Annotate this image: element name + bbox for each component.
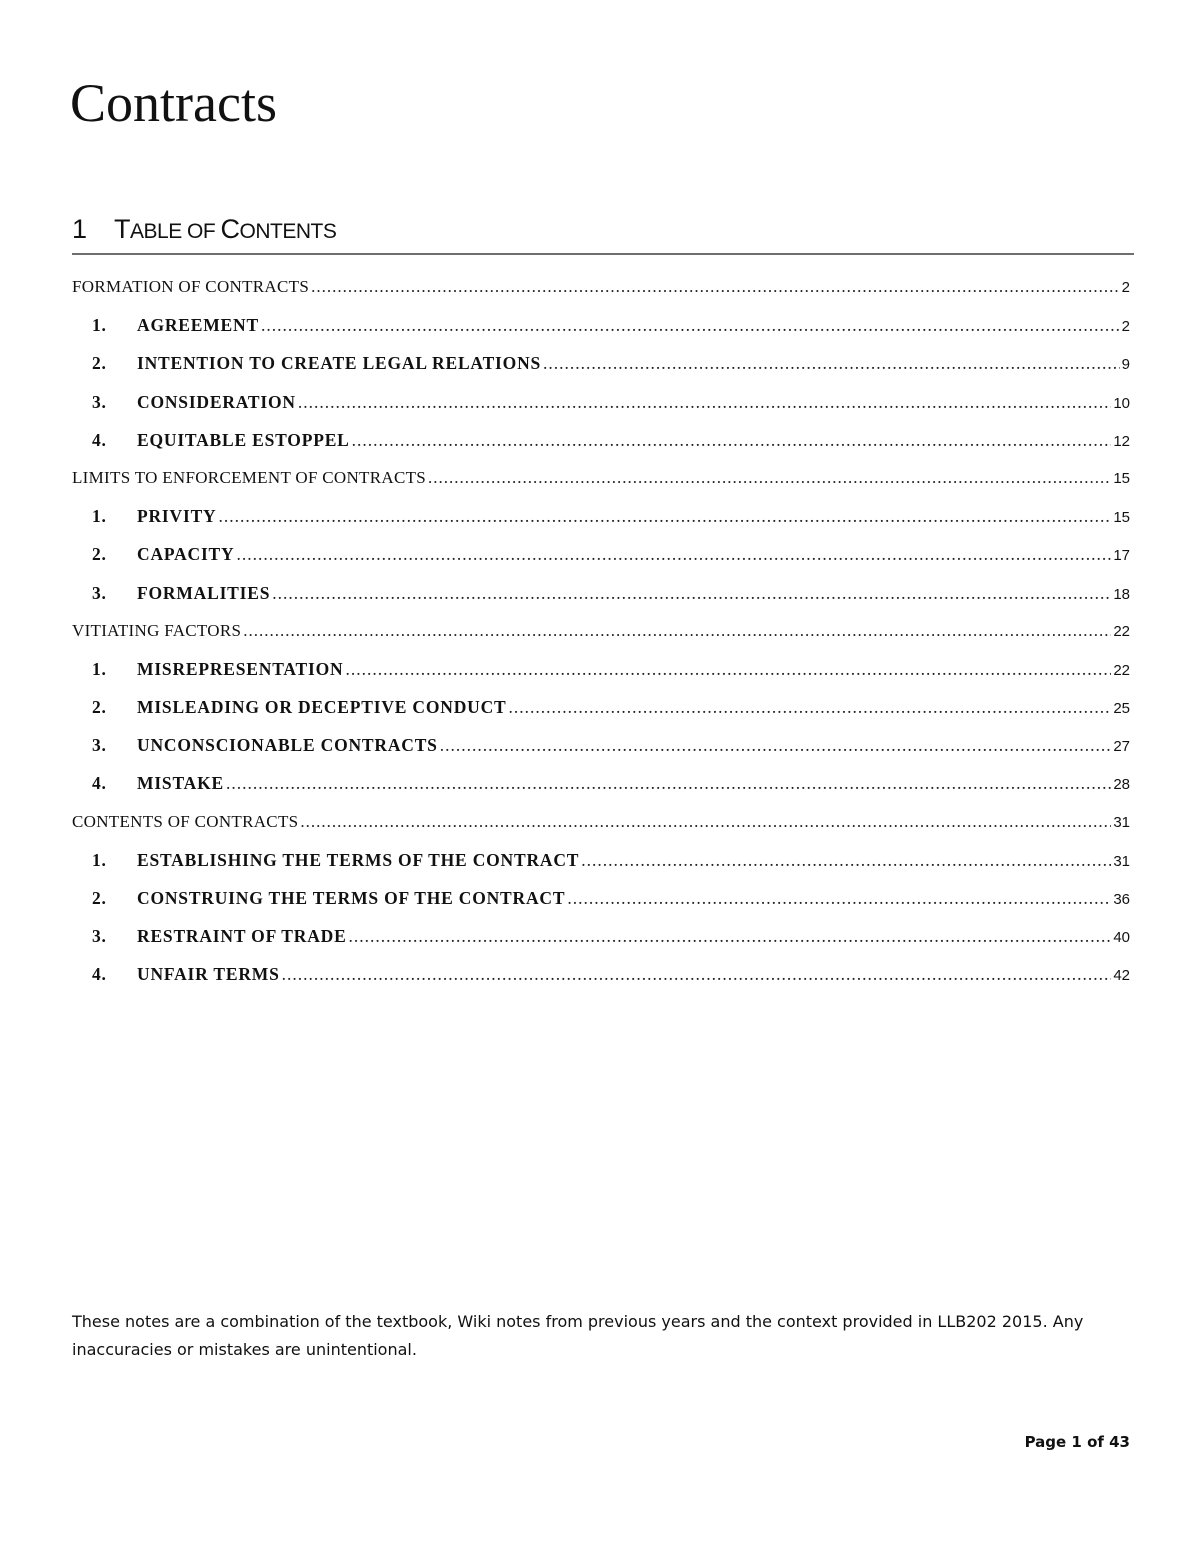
toc-item-number: 2. — [92, 888, 107, 908]
toc-item-page: 31 — [1113, 852, 1130, 870]
toc-section-link[interactable] — [72, 803, 1130, 841]
toc-item-page: 15 — [1113, 469, 1130, 487]
toc-item-label: ESTABLISHING THE TERMS OF THE CONTRACT — [137, 849, 580, 870]
toc-subsection-link[interactable] — [72, 917, 1130, 955]
toc-item-page: 2 — [1121, 318, 1130, 336]
dot-leader — [567, 879, 1111, 917]
toc-subsection-link[interactable] — [72, 306, 1130, 344]
toc-item-number: 1. — [92, 315, 107, 336]
toc-item-number: 4. — [92, 773, 107, 794]
toc-item-page: 12 — [1113, 432, 1130, 450]
toc-subsection-link[interactable] — [72, 841, 1130, 879]
toc-subsection-link[interactable] — [72, 344, 1130, 382]
dot-leader — [219, 497, 1112, 535]
toc-item-label: INTENTION TO CREATE LEGAL RELATIONS — [137, 353, 542, 374]
toc-section-link[interactable] — [72, 612, 1130, 650]
toc-item-page: 27 — [1113, 738, 1130, 756]
dot-leader — [243, 612, 1111, 650]
toc-item-page: 9 — [1121, 356, 1130, 374]
toc-item-number: 2. — [92, 544, 107, 565]
toc-subsection-link[interactable] — [72, 574, 1130, 612]
toc-item-number: 1. — [92, 506, 107, 527]
page-number-footer: Page 1 of 43 — [1024, 1433, 1130, 1451]
toc-item-label: LIMITS TO ENFORCEMENT OF CONTRACTS — [72, 467, 427, 487]
dot-leader — [282, 955, 1112, 993]
dot-leader — [352, 421, 1112, 459]
dot-leader — [226, 764, 1111, 802]
toc-subsection-link[interactable] — [72, 688, 1130, 726]
toc-subsection-link[interactable] — [72, 383, 1130, 421]
toc-subsection-link[interactable] — [72, 497, 1130, 535]
toc-item-number: 2. — [92, 697, 107, 718]
toc-section-link[interactable] — [72, 268, 1130, 306]
toc-item-label: CAPACITY — [137, 544, 235, 565]
toc-heading-cap: C — [220, 214, 240, 244]
toc-item-number: 1. — [92, 658, 107, 679]
toc-item-page: 22 — [1113, 661, 1130, 679]
toc-item-page: 40 — [1113, 929, 1130, 947]
toc-subsection-link[interactable] — [72, 650, 1130, 688]
document-title: Contracts — [70, 73, 277, 133]
toc-item-page: 36 — [1113, 891, 1130, 908]
toc-item-number: 4. — [92, 429, 107, 450]
dot-leader — [349, 917, 1112, 955]
dot-leader — [345, 650, 1111, 688]
toc-item-page: 28 — [1113, 776, 1130, 794]
toc-item-label: RESTRAINT OF TRADE — [137, 926, 347, 947]
toc-subsection-link[interactable] — [72, 421, 1130, 459]
toc-section-link[interactable] — [72, 459, 1130, 497]
toc-item-page: 42 — [1113, 967, 1130, 985]
toc-item-page: 2 — [1121, 279, 1130, 296]
toc-item-page: 18 — [1113, 585, 1130, 603]
toc-item-label: VITIATING FACTORS — [72, 620, 242, 640]
toc-item-label: FORMATION OF CONTRACTS — [72, 277, 310, 296]
toc-item-page: 31 — [1113, 813, 1130, 831]
dot-leader — [261, 306, 1120, 344]
toc-subsection-link[interactable] — [72, 535, 1130, 573]
toc-item-label: UNFAIR TERMS — [137, 964, 280, 985]
dot-leader — [428, 459, 1111, 497]
toc-subsection-link[interactable] — [72, 879, 1130, 917]
toc-subsection-link[interactable] — [72, 726, 1130, 764]
toc-item-label: FORMALITIES — [137, 582, 271, 603]
dot-leader — [581, 841, 1111, 879]
dot-leader — [272, 574, 1111, 612]
toc-item-label: CONSTRUING THE TERMS OF THE CONTRACT — [137, 888, 566, 908]
dot-leader — [543, 344, 1120, 382]
toc-item-number: 4. — [92, 964, 107, 985]
toc-item-label: MISLEADING OR DECEPTIVE CONDUCT — [137, 697, 507, 718]
toc-subsection-link[interactable] — [72, 764, 1130, 802]
toc-item-number: 3. — [92, 735, 107, 756]
toc-item-number: 1. — [92, 849, 107, 870]
toc-heading-smallcaps: ABLE OF — [130, 220, 221, 243]
toc-item-label: EQUITABLE ESTOPPEL — [137, 429, 350, 450]
disclaimer-note: These notes are a combination of the textbook, Wiki notes from previous years and the context provided in LLB202 2015. Any inaccuracies or mistakes are unintentional. — [72, 1312, 1084, 1359]
toc-item-number: 3. — [92, 582, 107, 603]
toc-item-label: MISREPRESENTATION — [137, 658, 344, 679]
dot-leader — [300, 803, 1111, 841]
dot-leader — [509, 688, 1112, 726]
toc-item-label: CONTENTS OF CONTRACTS — [72, 811, 299, 831]
toc-item-number: 3. — [92, 391, 107, 412]
dot-leader — [236, 535, 1111, 573]
toc-item-page: 15 — [1113, 509, 1130, 527]
toc-heading — [72, 214, 1134, 255]
toc-item-page: 25 — [1113, 700, 1130, 718]
table-of-contents — [72, 268, 1130, 994]
toc-item-number: 2. — [92, 353, 107, 374]
toc-item-page: 10 — [1113, 394, 1130, 412]
dot-leader — [298, 383, 1111, 421]
dot-leader — [440, 726, 1112, 764]
toc-item-label: AGREEMENT — [137, 315, 259, 336]
toc-item-label: PRIVITY — [137, 506, 217, 527]
toc-heading-number: 1 — [72, 214, 87, 244]
toc-heading-smallcaps: ONTENTS — [239, 220, 337, 243]
toc-item-page: 17 — [1113, 547, 1130, 565]
toc-item-label: MISTAKE — [137, 773, 224, 794]
toc-item-label: CONSIDERATION — [137, 391, 296, 412]
dot-leader — [311, 268, 1120, 306]
toc-item-number: 3. — [92, 926, 107, 947]
toc-item-label: UNCONSCIONABLE CONTRACTS — [137, 735, 438, 756]
toc-subsection-link[interactable] — [72, 955, 1130, 993]
toc-item-page: 22 — [1113, 622, 1130, 640]
toc-heading-cap: T — [114, 214, 130, 244]
